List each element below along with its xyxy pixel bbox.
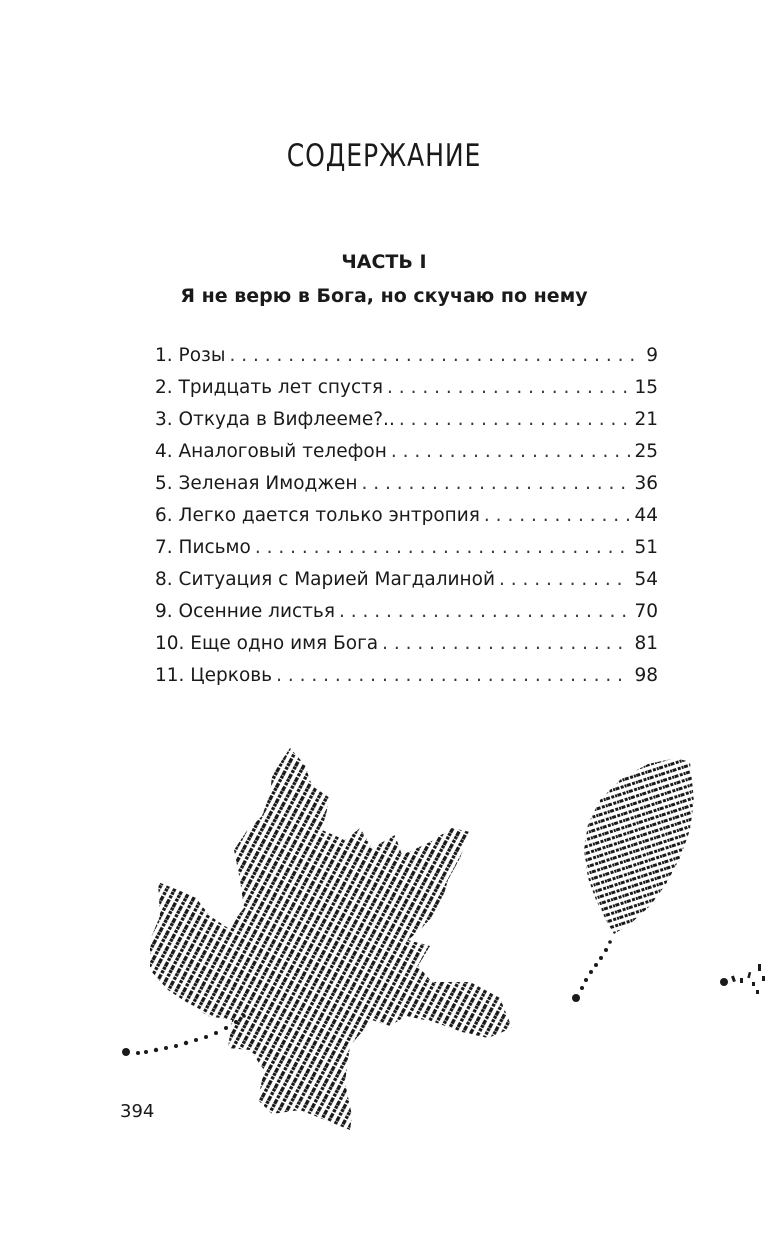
small-leaf-icon: [720, 964, 765, 994]
toc-entry-page: 51: [634, 537, 658, 558]
toc-entry-title: 5. Зеленая Имоджен: [155, 473, 358, 494]
toc-entry[interactable]: [155, 537, 658, 569]
toc-entry[interactable]: [155, 633, 658, 665]
toc-entry[interactable]: [155, 377, 658, 409]
birch-leaf-icon: [572, 758, 694, 1002]
toc-entry-page: 54: [634, 569, 658, 590]
toc-entry[interactable]: [155, 409, 658, 441]
toc-entry-page: 36: [634, 473, 658, 494]
toc-dot-leader: [399, 409, 631, 430]
toc-dot-leader: [276, 665, 630, 686]
toc-entry-title: 8. Ситуация с Марией Магдалиной: [155, 569, 495, 590]
toc-entry[interactable]: [155, 665, 658, 697]
toc-entry-page: 44: [634, 505, 658, 526]
toc-entry-page: 9: [646, 345, 658, 366]
toc-entry-page: 15: [634, 377, 658, 398]
page-title: СОДЕРЖАНИЕ: [286, 138, 482, 174]
toc-dot-leader: [391, 441, 631, 462]
leaves-illustration: [0, 720, 768, 1140]
toc-entry[interactable]: [155, 441, 658, 473]
toc-dot-leader: [255, 537, 631, 558]
toc-entry-page: 70: [634, 601, 658, 622]
toc-entry-title: 10. Еще одно имя Бога: [155, 633, 379, 654]
toc-dot-leader: [387, 377, 630, 398]
toc-entry-page: 81: [634, 633, 658, 654]
toc-dot-leader: [361, 473, 630, 494]
toc-entry[interactable]: [155, 473, 658, 505]
toc-entry-title: 1. Розы: [155, 345, 226, 366]
toc-entry-title: 2. Тридцать лет спустя: [155, 377, 384, 398]
maple-leaf-icon: [122, 748, 512, 1130]
toc-entry[interactable]: [155, 601, 658, 633]
toc-dot-leader: [382, 633, 630, 654]
toc-entry[interactable]: [155, 569, 658, 601]
page-number: 394: [120, 1101, 155, 1122]
toc-entry[interactable]: [155, 505, 658, 537]
toc-entry-title: 7. Письмо: [155, 537, 251, 558]
toc-entry-page: 25: [634, 441, 658, 462]
toc-entry-title: 4. Аналоговый телефон: [155, 441, 387, 462]
toc-dot-leader: [339, 601, 631, 622]
toc-dot-leader: [499, 569, 630, 590]
toc-entry-title: 11. Церковь: [155, 665, 273, 686]
table-of-contents: [155, 345, 658, 697]
toc-entry-page: 98: [634, 665, 658, 686]
toc-entry-page: 21: [634, 409, 658, 430]
toc-dot-leader: [229, 345, 642, 366]
toc-entry[interactable]: [155, 345, 658, 377]
part-label: ЧАСТЬ I: [341, 251, 427, 273]
toc-dot-leader: [484, 505, 631, 526]
toc-entry-title: 3. Откуда в Вифлееме?..: [155, 409, 395, 430]
toc-entry-title: 6. Легко дается только энтропия: [155, 505, 480, 526]
part-subtitle: Я не верю в Бога, но скучаю по нему: [180, 285, 588, 307]
toc-entry-title: 9. Осенние листья: [155, 601, 335, 622]
